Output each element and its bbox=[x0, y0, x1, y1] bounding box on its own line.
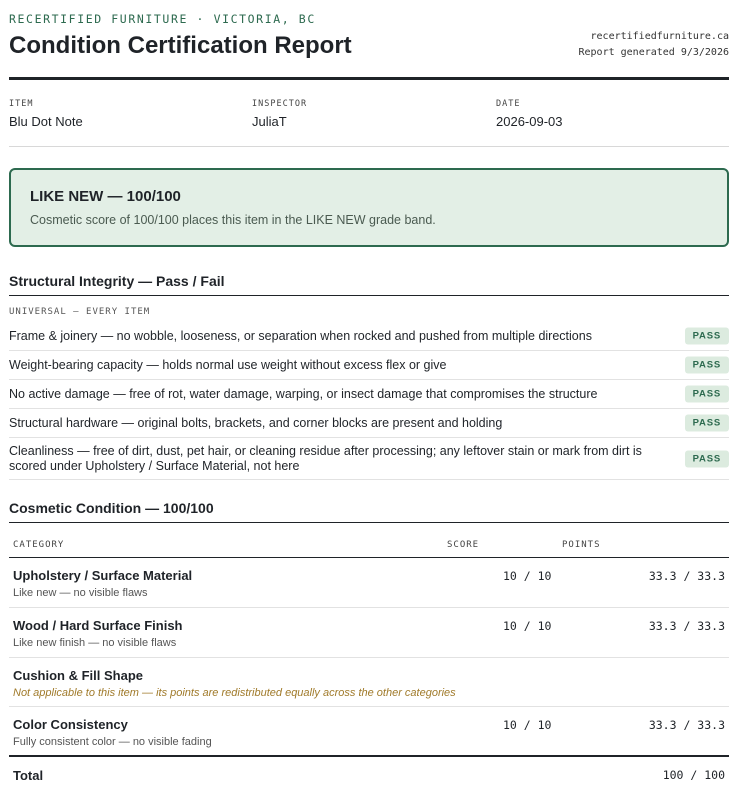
meta-inspector-label: INSPECTOR bbox=[252, 99, 308, 109]
report-page bbox=[9, 0, 729, 783]
check-text: Frame & joinery — no wobble, looseness, or separation when rocked and pushed from multiple directions bbox=[9, 328, 592, 343]
category-not-applicable-note: Not applicable to this item — its points are redistributed equally across the other categories bbox=[13, 687, 456, 699]
pass-badge: PASS bbox=[685, 450, 729, 467]
structural-sublabel: UNIVERSAL — EVERY ITEM bbox=[9, 307, 151, 317]
grade-description: Cosmetic score of 100/100 places this item in the LIKE NEW grade band. bbox=[30, 213, 436, 227]
report-header bbox=[9, 0, 729, 80]
category-name: Wood / Hard Surface Finish bbox=[13, 618, 183, 633]
total-value: 100 / 100 bbox=[662, 768, 725, 782]
table-row bbox=[9, 558, 729, 608]
meta-item-label: ITEM bbox=[9, 99, 34, 109]
pass-badge: PASS bbox=[685, 328, 729, 345]
cosmetic-divider bbox=[9, 522, 729, 523]
structural-divider bbox=[9, 295, 729, 296]
meta-inspector bbox=[252, 99, 307, 129]
check-text: Cleanliness — free of dirt, dust, pet hair, or cleaning residue after processing; any leftover stain or mark from dirt is scored under Upholstery / Surface Material, not here bbox=[9, 443, 642, 473]
structural-section-title: Structural Integrity — Pass / Fail bbox=[9, 273, 225, 289]
table-row bbox=[9, 707, 729, 755]
header-score: SCORE bbox=[447, 540, 480, 550]
category-points: 33.3 / 33.3 bbox=[648, 718, 725, 732]
pass-badge: PASS bbox=[685, 415, 729, 432]
check-text: No active damage — free of rot, water damage, warping, or insect damage that compromises the structure bbox=[9, 386, 598, 401]
site-url: recertifiedfurniture.ca bbox=[590, 31, 729, 42]
meta-date-label: DATE bbox=[496, 99, 521, 109]
brand-line: RECERTIFIED FURNITURE · VICTORIA, BC bbox=[9, 12, 316, 26]
category-score: 10 / 10 bbox=[503, 718, 552, 732]
cosmetic-section-title: Cosmetic Condition — 100/100 bbox=[9, 500, 214, 516]
total-label: Total bbox=[13, 768, 44, 783]
cosmetic-table bbox=[9, 536, 729, 792]
table-total-row bbox=[9, 755, 729, 792]
check-text: Weight-bearing capacity — holds normal use weight without excess flex or give bbox=[9, 357, 447, 372]
header-points: POINTS bbox=[562, 540, 601, 550]
meta-date bbox=[496, 99, 563, 129]
item-meta bbox=[9, 80, 729, 147]
meta-date-value: 2026-09-03 bbox=[496, 114, 563, 129]
category-name: Upholstery / Surface Material bbox=[13, 568, 193, 583]
check-text: Structural hardware — original bolts, brackets, and corner blocks are present and holding bbox=[9, 415, 503, 430]
category-points: 33.3 / 33.3 bbox=[648, 619, 725, 633]
category-name: Cushion & Fill Shape bbox=[13, 668, 144, 683]
meta-item-value: Blu Dot Note bbox=[9, 114, 83, 129]
check-row bbox=[9, 380, 729, 409]
meta-inspector-value: JuliaT bbox=[252, 114, 287, 129]
check-row bbox=[9, 351, 729, 380]
check-row bbox=[9, 438, 729, 480]
meta-item bbox=[9, 99, 83, 129]
category-description: Like new finish — no visible flaws bbox=[13, 637, 177, 649]
table-row bbox=[9, 658, 729, 707]
structural-checks-list bbox=[9, 322, 729, 480]
category-description: Like new — no visible flaws bbox=[13, 587, 148, 599]
table-header bbox=[9, 536, 729, 558]
pass-badge: PASS bbox=[685, 357, 729, 374]
page-title: Condition Certification Report bbox=[9, 32, 352, 59]
check-row bbox=[9, 409, 729, 438]
category-description: Fully consistent color — no visible fading bbox=[13, 736, 212, 748]
grade-title: LIKE NEW — 100/100 bbox=[30, 188, 181, 205]
header-category: CATEGORY bbox=[13, 540, 65, 550]
category-points: 33.3 / 33.3 bbox=[648, 569, 725, 583]
check-row bbox=[9, 322, 729, 351]
table-row bbox=[9, 608, 729, 658]
category-score: 10 / 10 bbox=[503, 619, 552, 633]
grade-banner bbox=[9, 168, 729, 247]
pass-badge: PASS bbox=[685, 386, 729, 403]
category-name: Color Consistency bbox=[13, 717, 128, 732]
category-score: 10 / 10 bbox=[503, 569, 552, 583]
report-generated-date: Report generated 9/3/2026 bbox=[578, 47, 729, 58]
